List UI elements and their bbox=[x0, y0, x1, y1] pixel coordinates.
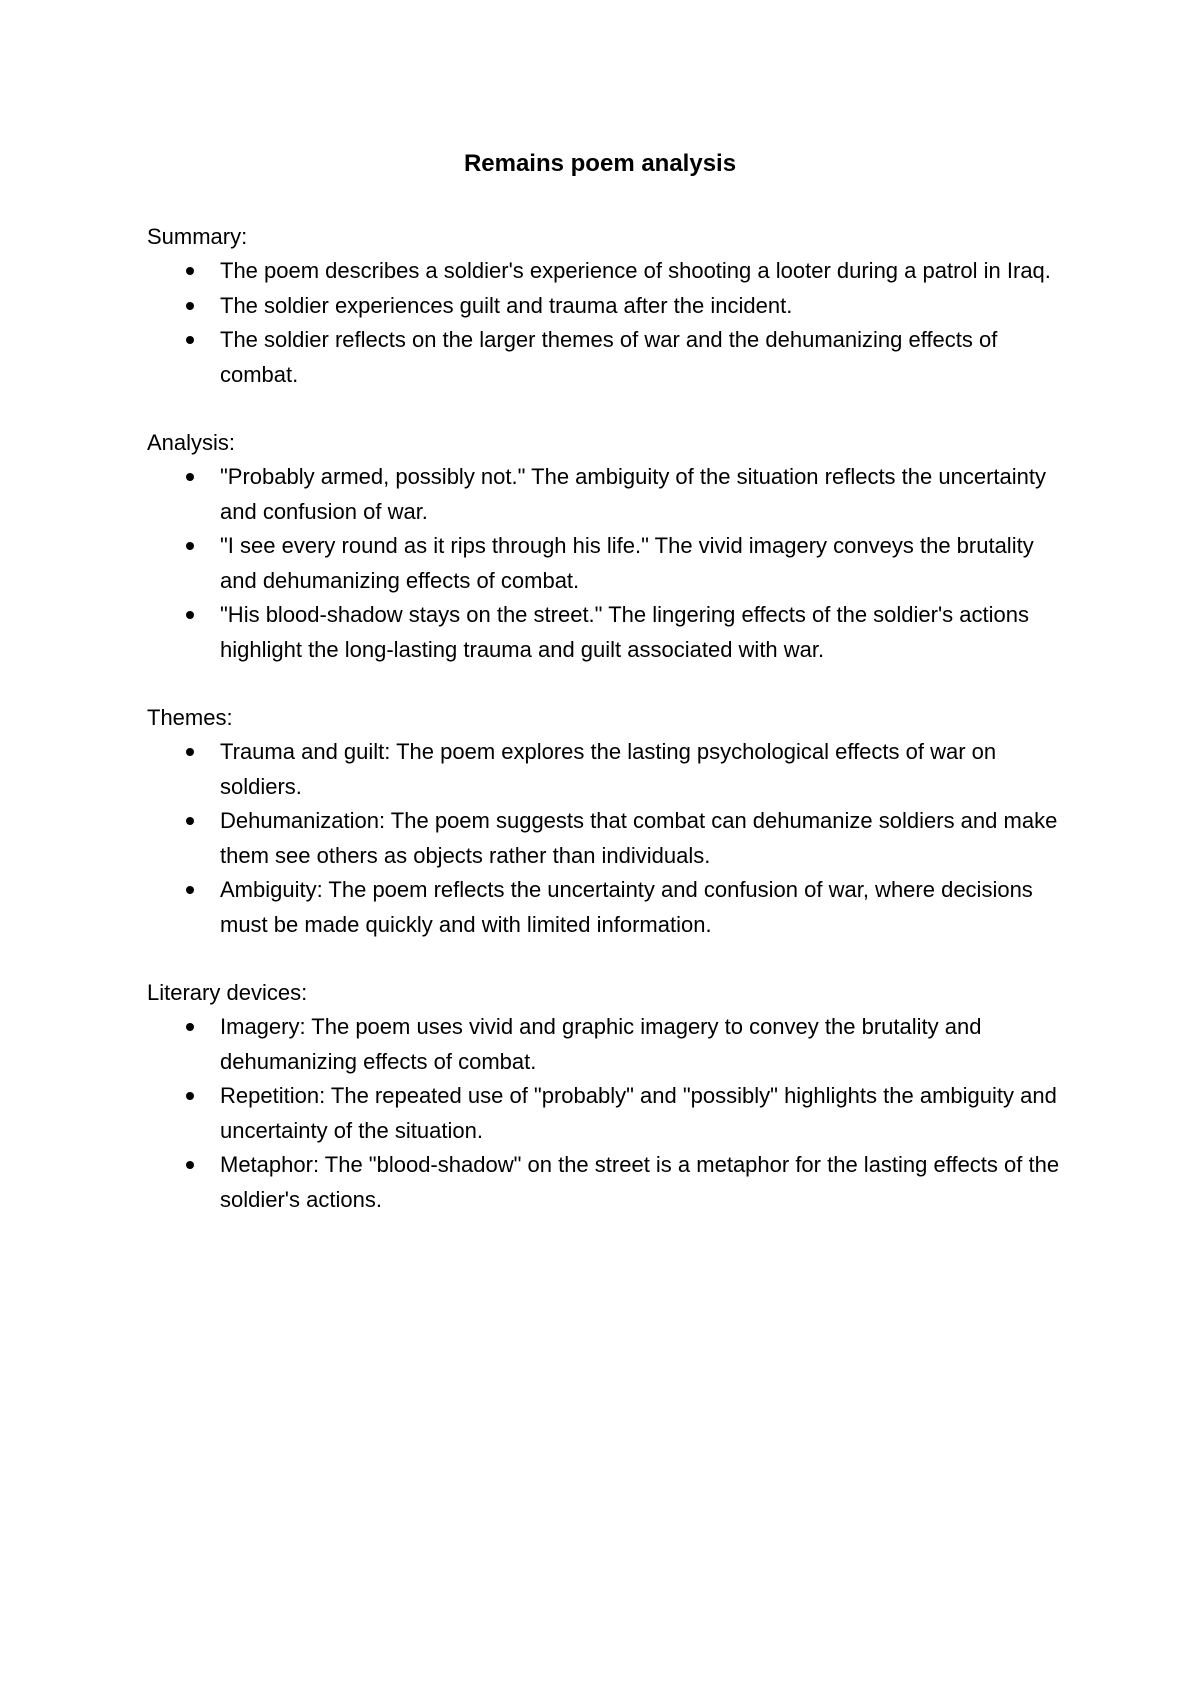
section-themes bbox=[147, 701, 1067, 942]
section-heading: Analysis: bbox=[147, 430, 236, 455]
section-heading: Summary: bbox=[147, 224, 248, 249]
bullet-item: "I see every round as it rips through his life." The vivid imagery conveys the brutality and dehumanizing effects of combat. bbox=[147, 529, 1067, 598]
page-title: Remains poem analysis bbox=[463, 150, 737, 177]
bullet-item: The soldier reflects on the larger themes of war and the dehumanizing effects of combat. bbox=[147, 323, 1067, 392]
bullet-item: Trauma and guilt: The poem explores the lasting psychological effects of war on soldiers. bbox=[147, 735, 1067, 804]
section-literary-devices bbox=[147, 976, 1067, 1217]
section-analysis bbox=[147, 426, 1067, 667]
bullet-list bbox=[147, 254, 1067, 392]
bullet-item: Repetition: The repeated use of "probably" and "possibly" highlights the ambiguity and uncertainty of the situation. bbox=[147, 1079, 1067, 1148]
bullet-item: Dehumanization: The poem suggests that combat can dehumanize soldiers and make them see others as objects rather than individuals. bbox=[147, 804, 1067, 873]
bullet-list bbox=[147, 460, 1067, 667]
bullet-list bbox=[147, 735, 1067, 942]
section-heading: Literary devices: bbox=[147, 980, 308, 1005]
bullet-item: The poem describes a soldier's experience of shooting a looter during a patrol in Iraq. bbox=[147, 254, 1067, 289]
section-heading: Themes: bbox=[147, 705, 233, 730]
bullet-item: "Probably armed, possibly not." The ambiguity of the situation reflects the uncertainty and confusion of war. bbox=[147, 460, 1067, 529]
bullet-item: Metaphor: The "blood-shadow" on the street is a metaphor for the lasting effects of the soldier's actions. bbox=[147, 1148, 1067, 1217]
document-body bbox=[147, 220, 1067, 1251]
section-summary bbox=[147, 220, 1067, 392]
bullet-item: The soldier experiences guilt and trauma after the incident. bbox=[147, 289, 1067, 324]
bullet-item: Ambiguity: The poem reflects the uncertainty and confusion of war, where decisions must be made quickly and with limited information. bbox=[147, 873, 1067, 942]
bullet-list bbox=[147, 1010, 1067, 1217]
bullet-item: Imagery: The poem uses vivid and graphic imagery to convey the brutality and dehumanizing effects of combat. bbox=[147, 1010, 1067, 1079]
bullet-item: "His blood-shadow stays on the street." The lingering effects of the soldier's actions highlight the long-lasting trauma and guilt associated with war. bbox=[147, 598, 1067, 667]
